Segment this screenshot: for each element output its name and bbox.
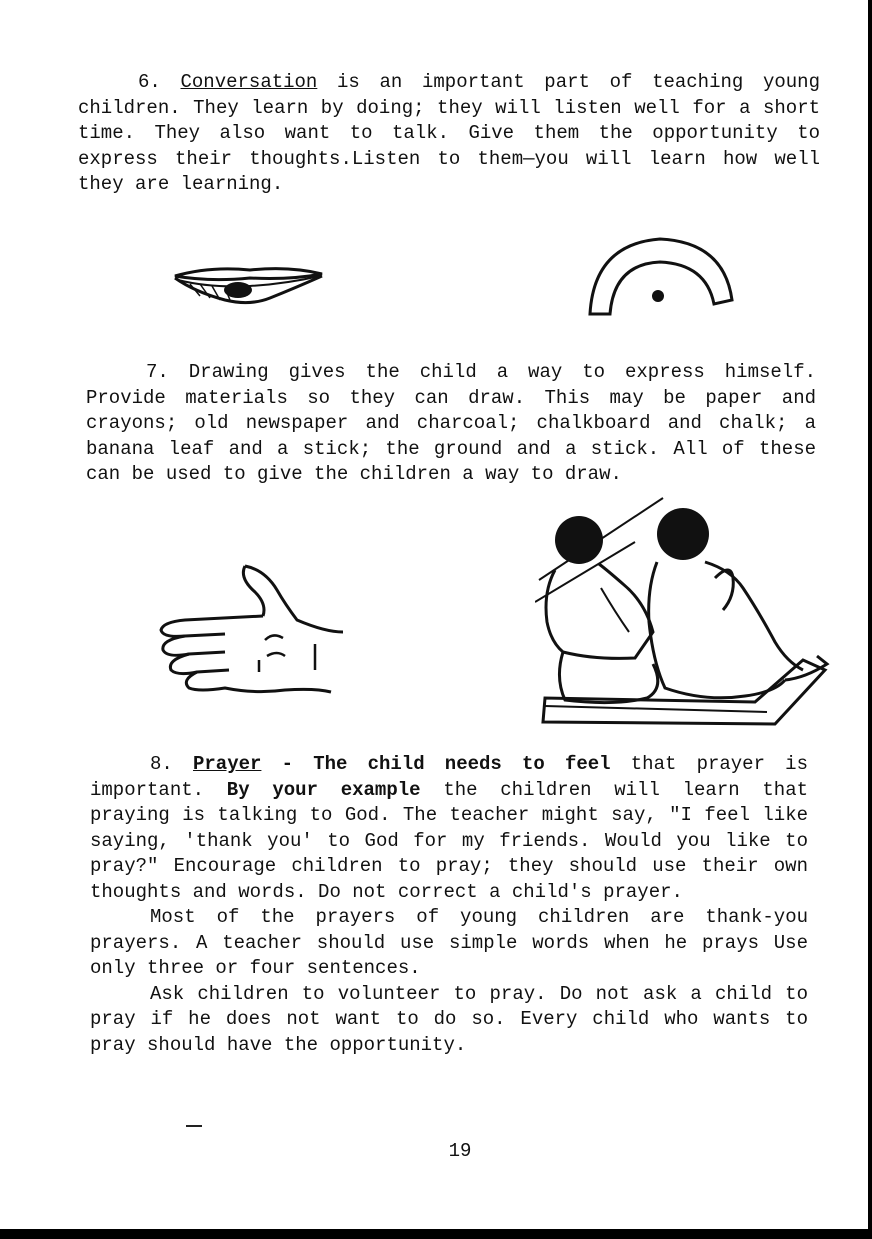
section-6-heading: Conversation (180, 71, 318, 93)
section-8-number: 8. (150, 753, 173, 775)
stray-mark (186, 1125, 202, 1127)
section-6-text: is an important part of teaching young children. They learn by doing; they will listen well for a short time. They also want to talk. Give them the opportunity to express their thoughts.Listen to them—you will learn how well they are learning. (78, 71, 820, 195)
page-edge-bottom (0, 1229, 872, 1239)
section-8-bold-lead: The child needs to feel (313, 753, 611, 775)
section-7-paragraph (86, 360, 816, 488)
section-6-number: 6. (138, 71, 161, 93)
page-number: 19 (448, 1140, 472, 1162)
section-7-text: gives the child a way to express himself. Provide materials so they can draw. This may be paper and crayons; old newspaper and charcoal; chalkboard and chalk; a banana leaf and a stick; the ground and a stick. All of these can be used to give the children a way to draw. (86, 361, 816, 485)
section-8-bold-mid: By your example (226, 778, 421, 801)
section-8-paragraph-3: Ask children to volunteer to pray. Do not ask a child to pray if he does not want to do so. Every child who wants to pray should have the opportunity. (90, 982, 808, 1056)
section-8-text-2: the children will learn that praying is talking to God. The teacher might say, "I feel like saying, 'thank you' to God for my friends. Would you like to pray?" Encourage children to pray; they should use their own thoughts and words. Do not correct a child's prayer. (90, 778, 808, 903)
section-8-dash: - (281, 753, 294, 775)
section-8-text-1: that prayer is important. (90, 753, 808, 801)
section-7-heading: Drawing (188, 361, 269, 383)
hand-icon (155, 560, 345, 700)
page-edge-right (868, 0, 872, 1239)
children-praying-illustration (535, 492, 835, 734)
section-6-paragraph (78, 70, 820, 198)
section-8-paragraph (90, 752, 808, 1058)
section-8-heading: Prayer (193, 753, 262, 775)
ear-icon (584, 234, 736, 318)
lips-icon (170, 262, 330, 312)
section-8-paragraph-2: Most of the prayers of young children are thank-you prayers. A teacher should use simple words when he prays Use only three or four sentences. (90, 906, 808, 979)
section-7-number: 7. (146, 361, 169, 383)
